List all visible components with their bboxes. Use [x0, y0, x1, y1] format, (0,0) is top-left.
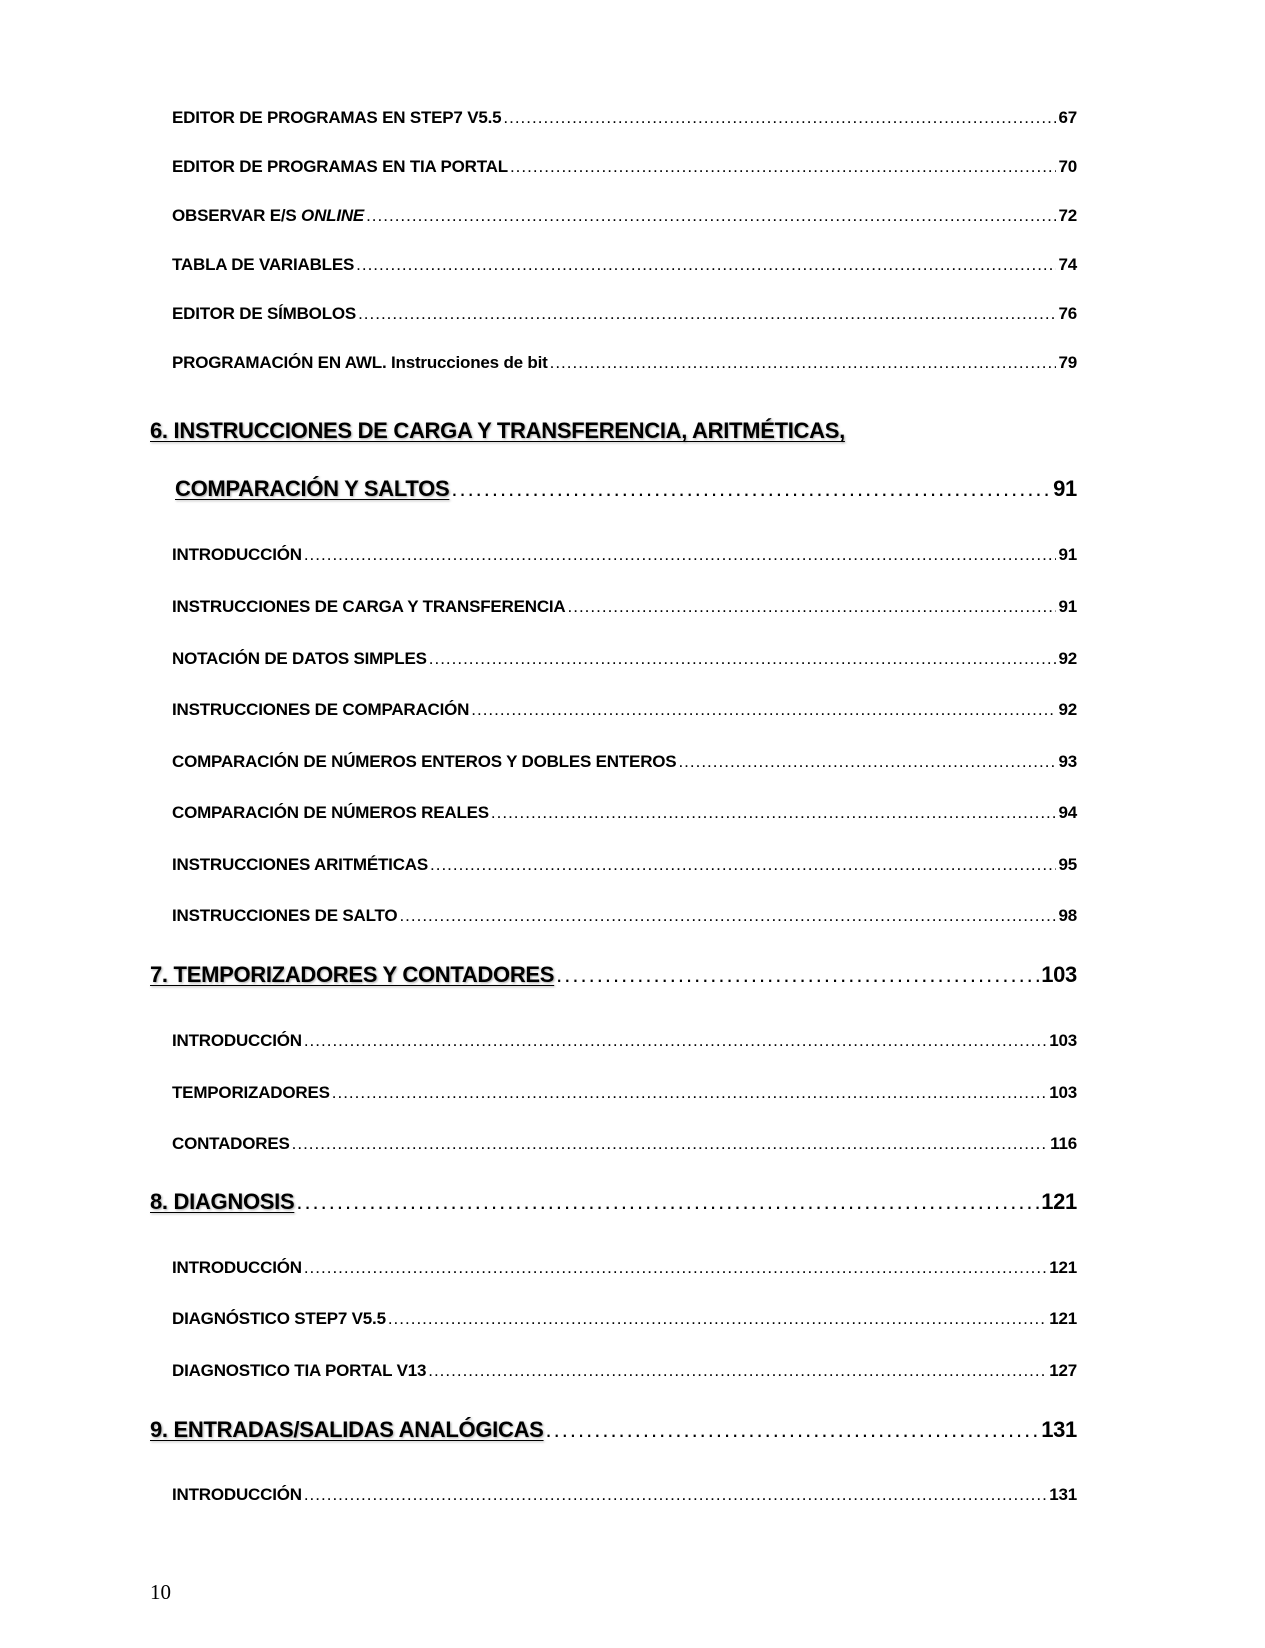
chapter-title: COMPARACIÓN Y SALTOS [175, 476, 450, 501]
toc-entry-page: 91 [1058, 545, 1077, 564]
leader-dots [304, 1485, 1047, 1505]
toc-entry-page: 67 [1058, 108, 1077, 127]
toc-entry[interactable] [172, 700, 1077, 730]
toc-entry[interactable] [172, 255, 1077, 285]
leader-dots [388, 1309, 1047, 1329]
toc-entry-label: EDITOR DE PROGRAMAS EN STEP7 V5.5 [172, 108, 502, 127]
toc-entry[interactable] [172, 752, 1077, 782]
chapter-page: 121 [1041, 1189, 1077, 1214]
chapter-title: 8. DIAGNOSIS [150, 1189, 295, 1214]
leader-dots [471, 700, 1056, 720]
chapter-heading-8[interactable] [150, 1189, 1077, 1225]
chapter-heading-6-line2[interactable] [175, 476, 1077, 512]
leader-dots [429, 649, 1057, 669]
leader-dots [304, 1258, 1047, 1278]
toc-entry-label: COMPARACIÓN DE NÚMEROS REALES [172, 803, 489, 822]
leader-dots [451, 476, 1051, 502]
toc-entry-page: 95 [1058, 855, 1077, 874]
toc-entry[interactable] [172, 304, 1077, 334]
leader-dots [356, 255, 1056, 275]
toc-entry-page: 121 [1049, 1258, 1077, 1277]
toc-entry-page: 127 [1049, 1361, 1077, 1380]
toc-entry-label: DIAGNÓSTICO STEP7 V5.5 [172, 1309, 386, 1328]
toc-entry-page: 131 [1049, 1485, 1077, 1504]
chapter-heading-9[interactable] [150, 1417, 1077, 1453]
leader-dots [428, 1361, 1047, 1381]
leader-dots [546, 1417, 1040, 1443]
toc-entry-label: CONTADORES [172, 1134, 290, 1153]
toc-entry[interactable] [172, 803, 1077, 833]
page-number: 10 [150, 1580, 171, 1604]
toc-entry-page: 91 [1058, 597, 1077, 616]
toc-entry-label [172, 206, 364, 226]
toc-entry[interactable] [172, 649, 1077, 679]
toc-entry-label: INSTRUCCIONES DE CARGA Y TRANSFERENCIA [172, 597, 566, 616]
toc-entry[interactable] [172, 545, 1077, 575]
toc-entry-page: 72 [1058, 206, 1077, 225]
toc-entry[interactable] [172, 597, 1077, 627]
leader-dots [296, 1189, 1039, 1215]
chapter-heading-6-line1[interactable] [150, 418, 1077, 454]
leader-dots [358, 304, 1056, 324]
toc-entry[interactable] [172, 1031, 1077, 1061]
leader-dots [550, 353, 1057, 373]
toc-entry-page: 74 [1058, 255, 1077, 274]
toc-entry[interactable] [172, 353, 1077, 383]
toc-entry-page: 92 [1058, 649, 1077, 668]
toc-entry-label: EDITOR DE PROGRAMAS EN TIA PORTAL [172, 157, 508, 176]
toc-entry-label: INSTRUCCIONES DE COMPARACIÓN [172, 700, 470, 719]
toc-entry-label: TEMPORIZADORES [172, 1083, 330, 1102]
toc-entry[interactable] [172, 906, 1077, 936]
leader-dots [556, 962, 1039, 988]
toc-entry-page: 70 [1058, 157, 1077, 176]
toc-entry[interactable] [172, 1083, 1077, 1113]
leader-dots [510, 157, 1057, 177]
toc-entry[interactable] [172, 1134, 1077, 1164]
leader-dots [430, 855, 1056, 875]
toc-entry-page: 103 [1049, 1031, 1077, 1050]
toc-entry[interactable] [172, 1258, 1077, 1288]
toc-entry-page: 93 [1058, 752, 1077, 771]
toc-entry-page: 79 [1058, 353, 1077, 372]
toc-entry-page: 103 [1049, 1083, 1077, 1102]
toc-entry[interactable] [172, 157, 1077, 187]
toc-entry-page: 116 [1050, 1134, 1077, 1153]
toc-entry-label: INTRODUCCIÓN [172, 1031, 302, 1050]
leader-dots [678, 752, 1056, 772]
chapter-page: 91 [1053, 476, 1077, 501]
toc-entry[interactable] [172, 855, 1077, 885]
toc-entry[interactable] [172, 1485, 1077, 1515]
toc-entry-label: COMPARACIÓN DE NÚMEROS ENTEROS Y DOBLES ENTEROS [172, 752, 677, 771]
chapter-title: 6. INSTRUCCIONES DE CARGA Y TRANSFERENCIA, ARITMÉTICAS, [150, 418, 845, 443]
toc-entry-page: 121 [1049, 1309, 1077, 1328]
toc-entry-label: DIAGNOSTICO TIA PORTAL V13 [172, 1361, 427, 1380]
toc-entry-label: TABLA DE VARIABLES [172, 255, 355, 274]
leader-dots [491, 803, 1057, 823]
toc-entry-page: 76 [1058, 304, 1077, 323]
toc-entry-label: INTRODUCCIÓN [172, 1258, 302, 1277]
toc-entry-label: INSTRUCCIONES ARITMÉTICAS [172, 855, 428, 874]
toc-entry-label-main: OBSERVAR E/S [172, 206, 297, 225]
leader-dots [568, 597, 1057, 617]
toc-entry-label: INSTRUCCIONES DE SALTO [172, 906, 398, 925]
toc-entry-page: 94 [1058, 803, 1077, 822]
toc-entry-label: EDITOR DE SÍMBOLOS [172, 304, 357, 323]
toc-entry-label: NOTACIÓN DE DATOS SIMPLES [172, 649, 427, 668]
toc-entry[interactable] [172, 206, 1077, 236]
toc-entry[interactable] [172, 1361, 1077, 1391]
toc-entry-label-italic: ONLINE [301, 206, 365, 225]
leader-dots [399, 906, 1056, 926]
leader-dots [304, 545, 1057, 565]
toc-entry-label: PROGRAMACIÓN EN AWL. Instrucciones de bit [172, 353, 548, 372]
leader-dots [332, 1083, 1047, 1103]
toc-entry-page: 92 [1058, 700, 1077, 719]
leader-dots [292, 1134, 1049, 1154]
toc-entry-label: INTRODUCCIÓN [172, 545, 302, 564]
chapter-page: 103 [1041, 962, 1077, 987]
chapter-heading-7[interactable] [150, 962, 1077, 998]
chapter-title: 9. ENTRADAS/SALIDAS ANALÓGICAS [150, 1417, 544, 1442]
chapter-title: 7. TEMPORIZADORES Y CONTADORES [150, 962, 555, 987]
toc-entry-label: INTRODUCCIÓN [172, 1485, 302, 1504]
leader-dots [366, 206, 1056, 226]
toc-entry[interactable] [172, 1309, 1077, 1339]
leader-dots [503, 108, 1056, 128]
toc-entry-page: 98 [1058, 906, 1077, 925]
leader-dots [304, 1031, 1047, 1051]
toc-entry[interactable] [172, 108, 1077, 138]
chapter-page: 131 [1041, 1417, 1077, 1442]
